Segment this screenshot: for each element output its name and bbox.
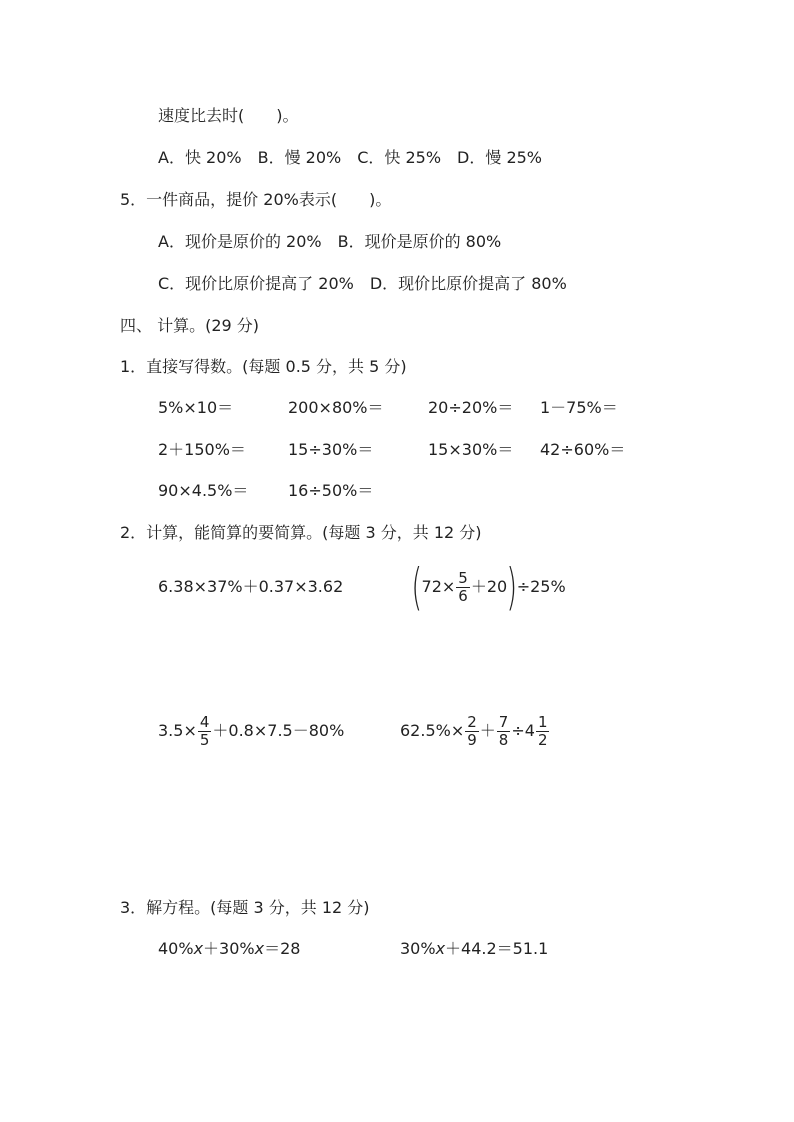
numerator: 1 (537, 712, 548, 731)
fraction (536, 714, 550, 749)
oral-item-7: 15×30%＝ (428, 440, 514, 459)
fraction (198, 714, 212, 749)
q5-stem: 5．一件商品，提价 20%表示( )。 (120, 190, 392, 209)
oral-item-9: 90×4.5%＝ (158, 481, 249, 500)
calc-expression-2 (411, 558, 566, 616)
oral-item-4: 1－75%＝ (540, 398, 618, 417)
right-paren: ) (506, 558, 518, 616)
oral-item-3: 20÷20%＝ (428, 398, 514, 417)
variable-x: x (193, 939, 204, 958)
denominator: 8 (498, 730, 509, 749)
q5-options-cd: C．现价比原价提高了 20% D．现价比原价提高了 80% (158, 274, 567, 293)
denominator: 9 (467, 730, 477, 749)
part2-title: 2．计算，能简算的要简算。(每题 3 分，共 12 分) (120, 523, 482, 542)
oral-item-1: 5%×10＝ (158, 398, 234, 417)
expr3-part-a: 3.5× (158, 721, 197, 740)
expr3-part-b: ＋0.8×7.5－80% (212, 721, 345, 740)
oral-item-6: 15÷30%＝ (288, 440, 374, 459)
q4-options: A．快 20% B．慢 20% C．快 25% D．慢 25% (158, 148, 543, 167)
denominator: 5 (199, 730, 210, 749)
equation-2 (400, 939, 548, 959)
calc-expression-1: 6.38×37%＋0.37×3.62 (158, 577, 344, 596)
left-paren: ( (411, 558, 423, 616)
variable-x: x (435, 939, 446, 958)
expr2-part-c: ÷25% (516, 577, 566, 596)
numerator: 2 (467, 712, 477, 731)
equation-1 (158, 939, 300, 959)
oral-item-10: 16÷50%＝ (288, 481, 374, 500)
fraction (456, 570, 470, 605)
calc-expression-4 (400, 708, 550, 754)
fraction (497, 714, 511, 749)
divide-mixed-whole: ÷4 (511, 721, 535, 740)
q5-options-ab: A．现价是原价的 20% B．现价是原价的 80% (158, 232, 502, 251)
variable-x: x (254, 939, 265, 958)
calc-expression-3 (158, 708, 344, 754)
plus-sign: ＋ (479, 721, 496, 740)
numerator: 5 (458, 568, 468, 587)
denominator: 2 (537, 730, 548, 749)
expr2-part-a: 72× (421, 577, 456, 596)
oral-item-2: 200×80%＝ (288, 398, 384, 417)
section4-title: 四、 计算。(29 分) (120, 316, 260, 335)
part1-title: 1．直接写得数。(每题 0.5 分，共 5 分) (120, 357, 407, 376)
oral-item-5: 2＋150%＝ (158, 440, 246, 459)
fraction (465, 714, 479, 749)
numerator: 7 (498, 712, 509, 731)
q4-tail-text: 速度比去时( )。 (158, 106, 299, 125)
eq2-part-b: ＋44.2＝51.1 (445, 939, 549, 958)
expr2-part-b: ＋20 (470, 577, 508, 596)
part3-title: 3．解方程。(每题 3 分，共 12 分) (120, 898, 370, 917)
denominator: 6 (458, 586, 468, 605)
eq1-part-b: ＋30% (203, 939, 255, 958)
eq1-part-c: ＝28 (264, 939, 301, 958)
eq2-part-a: 30% (400, 939, 436, 958)
numerator: 4 (199, 712, 210, 731)
oral-item-8: 42÷60%＝ (540, 440, 626, 459)
expr4-part-a: 62.5%× (400, 721, 465, 740)
eq1-part-a: 40% (158, 939, 194, 958)
